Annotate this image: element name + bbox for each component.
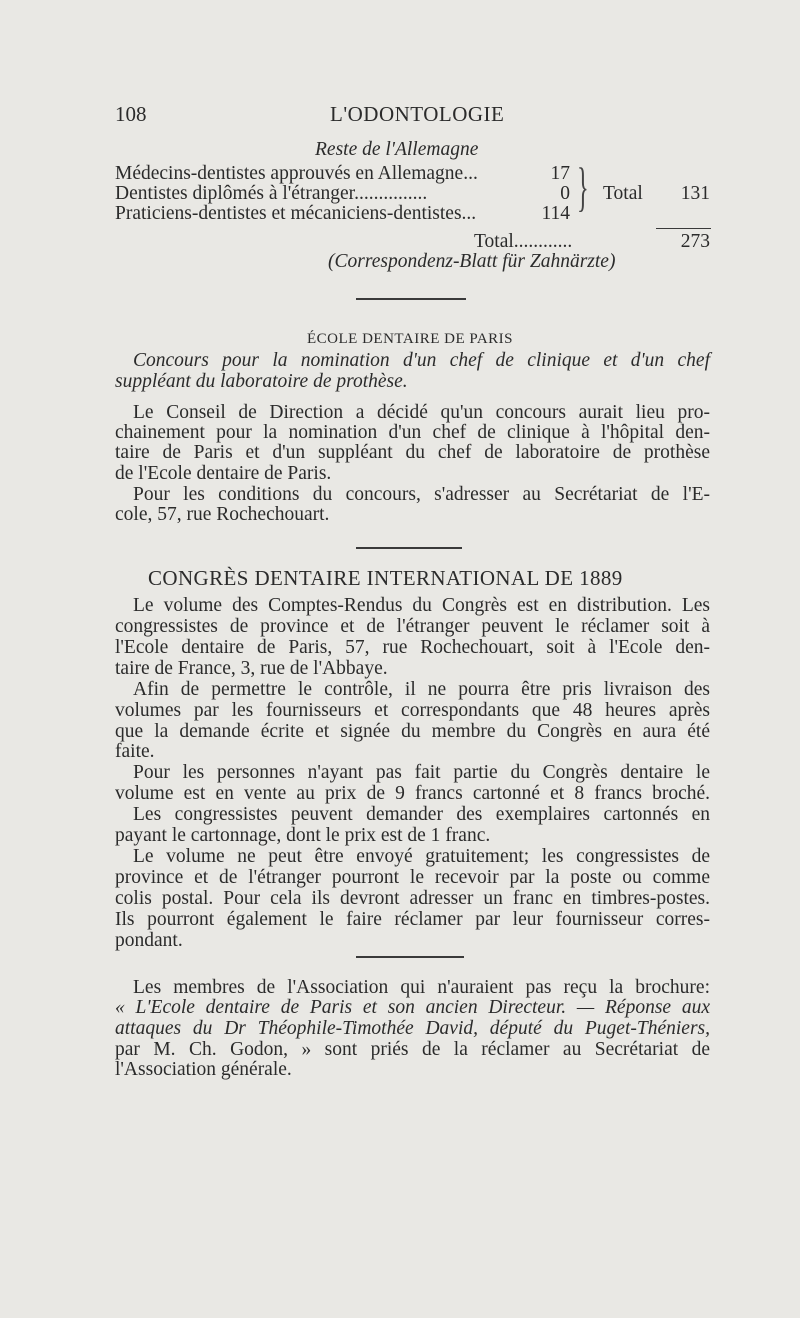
association-line: par M. Ch. Godon, » sont priés de la réclamer au Secrétariat de xyxy=(115,1039,710,1060)
congres-line: congressistes de province et de l'étranger peuvent le réclamer soit à xyxy=(115,616,710,637)
grouping-brace: } xyxy=(577,157,589,217)
ecole-subtitle-line: suppléant du laboratoire de prothèse. xyxy=(115,371,408,392)
congres-line: faite. xyxy=(115,741,155,762)
ecole-text-line: taire de Paris et d'un suppléant du chef de laboratoire de prothèse xyxy=(115,442,710,463)
section-divider xyxy=(356,298,466,300)
association-line: l'Association générale. xyxy=(115,1059,292,1080)
congres-line: province et de l'étranger pourront le recevoir par la poste ou comme xyxy=(115,867,710,888)
statistics-heading: Reste de l'Allemagne xyxy=(315,139,479,160)
stat-row-value: 0 xyxy=(560,183,570,204)
ecole-text-line: de l'Ecole dentaire de Paris. xyxy=(115,463,332,484)
association-line: « L'Ecole dentaire de Paris et son ancien Directeur. — Réponse aux xyxy=(115,997,710,1018)
stat-row-label: Dentistes diplômés à l'étranger............... xyxy=(115,183,428,204)
stat-row-label: Praticiens-dentistes et mécaniciens-dentistes... xyxy=(115,203,477,224)
ecole-text-line: chainement pour la nomination d'un chef de clinique à l'hôpital den- xyxy=(115,422,710,443)
total-label: Total............ xyxy=(474,231,573,252)
section-divider xyxy=(356,956,464,958)
page-number: 108 xyxy=(115,102,147,126)
section-divider xyxy=(356,547,462,549)
congres-line: pondant. xyxy=(115,930,183,951)
running-title: L'ODONTOLOGIE xyxy=(330,102,505,126)
ecole-text-line: Le Conseil de Direction a décidé qu'un concours aurait lieu pro- xyxy=(133,402,710,423)
congres-line: Pour les personnes n'ayant pas fait partie du Congrès dentaire le xyxy=(133,762,710,783)
subtotal-value: 131 xyxy=(680,183,710,204)
congres-line: Ils pourront également le faire réclamer par leur fournisseur corres- xyxy=(115,909,710,930)
subtotal-label: Total xyxy=(603,183,643,204)
congres-line: taire de France, 3, rue de l'Abbaye. xyxy=(115,658,388,679)
association-line: Les membres de l'Association qui n'auraient pas reçu la brochure: xyxy=(133,977,710,998)
congres-line: que la demande écrite et signée du membre du Congrès en aura été xyxy=(115,721,710,742)
total-value: 273 xyxy=(680,231,710,252)
congres-line: colis postal. Pour cela ils devront adresser un franc en timbres-postes. xyxy=(115,888,710,909)
congres-line: volume est en vente au prix de 9 francs cartonné et 8 francs broché. xyxy=(115,783,710,804)
congres-line: volumes par les fournisseurs et correspondants que 48 heures après xyxy=(115,700,710,721)
stat-row-value: 17 xyxy=(550,163,570,184)
association-line: attaques du Dr Théophile-Timothée David, député du Puget-Théniers, xyxy=(115,1018,710,1039)
source-citation: (Correspondenz-Blatt für Zahnärzte) xyxy=(328,251,616,272)
congres-line: Le volume des Comptes-Rendus du Congrès est en distribution. Les xyxy=(133,595,710,616)
stat-row-value: 114 xyxy=(541,203,570,224)
ecole-text-line: Pour les conditions du concours, s'adresser au Secrétariat de l'E- xyxy=(133,484,710,505)
congres-line: Les congressistes peuvent demander des exemplaires cartonnés en xyxy=(133,804,710,825)
congres-line: Afin de permettre le contrôle, il ne pourra être pris livraison des xyxy=(133,679,710,700)
ecole-subtitle-line: Concours pour la nomination d'un chef de clinique et d'un chef xyxy=(133,350,710,371)
total-rule xyxy=(656,228,711,229)
ecole-heading: ÉCOLE DENTAIRE DE PARIS xyxy=(307,331,513,347)
congres-line: payant le cartonnage, dont le prix est de 1 franc. xyxy=(115,825,491,846)
ecole-text-line: cole, 57, rue Rochechouart. xyxy=(115,504,330,525)
congres-line: Le volume ne peut être envoyé gratuitement; les congressistes de xyxy=(133,846,710,867)
stat-row-label: Médecins-dentistes approuvés en Allemagne... xyxy=(115,163,478,184)
congres-heading: CONGRÈS DENTAIRE INTERNATIONAL DE 1889 xyxy=(148,566,623,590)
congres-line: l'Ecole dentaire de Paris, 57, rue Rochechouart, soit à l'Ecole den- xyxy=(115,637,710,658)
